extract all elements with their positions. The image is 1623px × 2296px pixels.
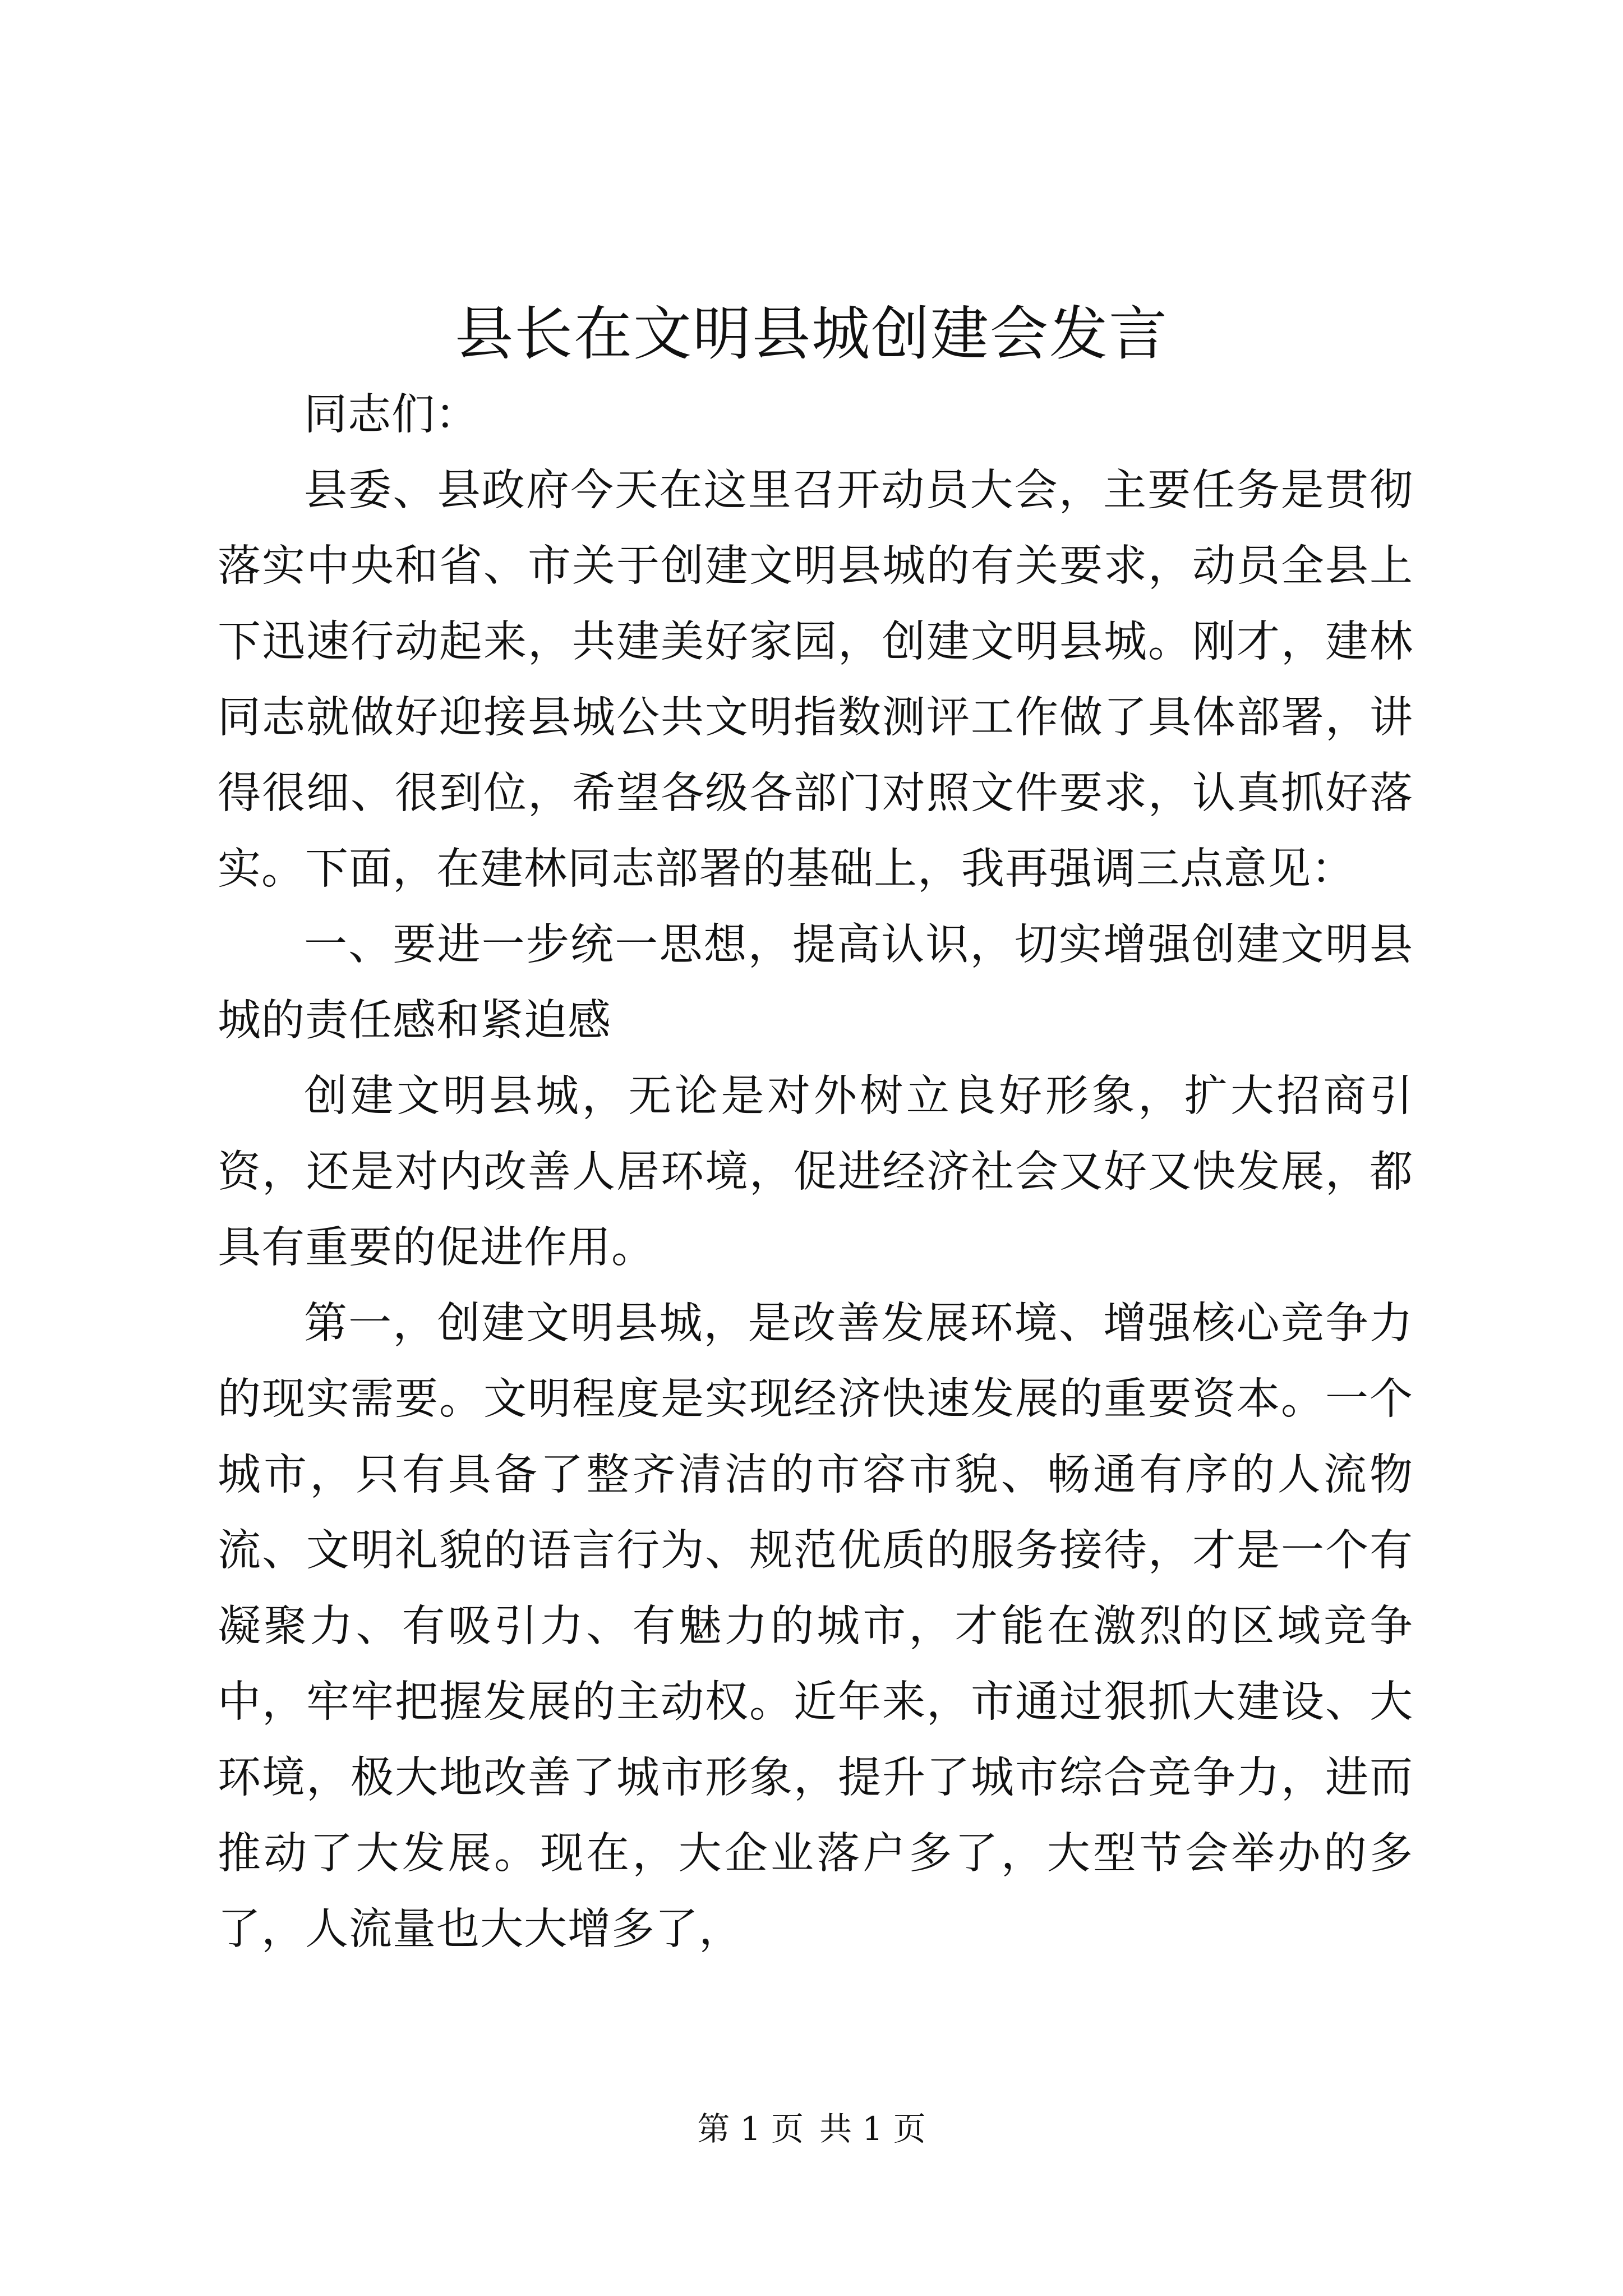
page-number: 第 1 页	[697, 2110, 804, 2148]
body-paragraph: 第一，创建文明县城，是改善发展环境、增强核心竞争力的现实需要。文明程度是实现经济快速发展的重要资本。一个城市，只有具备了整齐清洁的市容市貌、畅通有序的人流物流、文明礼貌的语言行为、规范优质的服务接待，才是一个有凝聚力、有吸引力、有魅力的城市，才能在激烈的区域竞争中，牢牢把握发展的主动权。近年来，市通过狠抓大建设、大环境，极大地改善了城市形象，提升了城市综合竞争力，进而推动了大发展。现在，大企业落户多了，大型节会举办的多了，人流量也大大增多了，	[218, 1299, 1413, 1954]
body-paragraph: 创建文明县城，无论是对外树立良好形象，扩大招商引资，还是对内改善人居环境，促进经济社会又好又快发展，都具有重要的促进作用。	[218, 1071, 1413, 1273]
salutation-paragraph: 同志们：	[304, 390, 479, 440]
page-total: 共 1 页	[819, 2110, 926, 2148]
document-title: 县长在文明县城创建会发言	[454, 300, 1168, 368]
document-body	[218, 377, 1413, 1967]
section-heading-paragraph: 一、要进一步统一思想，提高认识，切实增强创建文明县城的责任感和紧迫感	[218, 920, 1413, 1046]
page-footer	[0, 2106, 1623, 2151]
body-paragraph: 县委、县政府今天在这里召开动员大会，主要任务是贯彻落实中央和省、市关于创建文明县城的有关要求，动员全县上下迅速行动起来，共建美好家园，创建文明县城。刚才，建林同志就做好迎接县城公共文明指数测评工作做了具体部署，讲得很细、很到位，希望各级各部门对照文件要求，认真抓好落实。下面，在建林同志部署的基础上，我再强调三点意见：	[218, 466, 1413, 894]
